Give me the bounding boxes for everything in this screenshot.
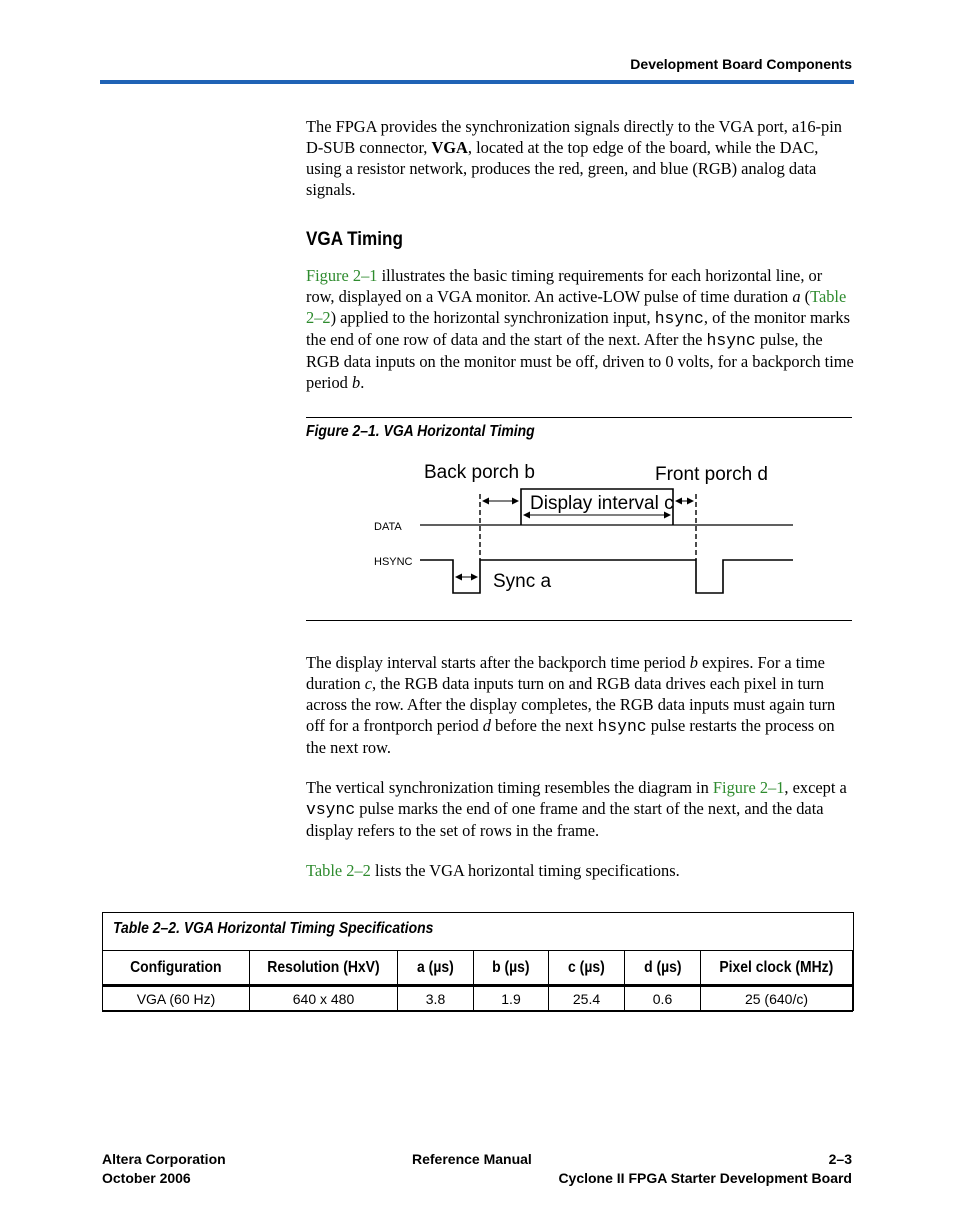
footer-right [558, 1150, 852, 1188]
vertical-sync-paragraph: The vertical synchronization timing resembles the diagram in Figure 2–1, except a vsync pulse marks the end of one frame and the start of the next, and the data display refers to the set of rows in the frame. [306, 778, 847, 840]
table-cell: 640 x 480 [250, 986, 398, 1012]
column-header: Configuration [103, 951, 250, 986]
figure-link[interactable]: Figure 2–1 [306, 266, 378, 285]
footer-page-number: 2–3 [828, 1151, 852, 1167]
table-link[interactable]: Table 2–2 [306, 287, 847, 327]
data-signal-label: DATA [374, 521, 402, 533]
timing-spec-table [102, 950, 853, 1012]
table-intro-paragraph: Table 2–2 lists the VGA horizontal timing specifications. [306, 861, 680, 880]
intro-paragraph: The FPGA provides the synchronization signals directly to the VGA port, a16-pin D-SUB connector, VGA, located at the top edge of the board, while the DAC, using a resistor network, produces the red, green, and blue (RGB) analog data signals. [306, 117, 842, 199]
figure-link[interactable]: Figure 2–1 [712, 778, 785, 797]
table-cell: 25.4 [549, 986, 625, 1012]
table-header-row [103, 951, 853, 986]
column-header: a (µs) [398, 951, 474, 986]
table-link[interactable]: Table 2–2 [306, 861, 371, 880]
table-row [103, 986, 853, 1012]
figure-top-rule [306, 417, 852, 418]
table-cell: 25 (640/c) [701, 986, 853, 1012]
table-cell: 1.9 [474, 986, 549, 1012]
column-header: Pixel clock (MHz) [701, 951, 853, 986]
sync-label: Sync a [493, 571, 552, 592]
column-header: Resolution (HxV) [250, 951, 398, 986]
table-cell: VGA (60 Hz) [103, 986, 250, 1012]
footer-company: Altera Corporation [102, 1151, 226, 1167]
footer-date: October 2006 [102, 1170, 191, 1186]
running-header-title: Development Board Components [630, 56, 852, 72]
timing-paragraph: Figure 2–1 illustrates the basic timing requirements for each horizontal line, or row, displayed on a VGA monitor. An active-LOW pulse of time duration a (Table 2–2) applied to the horizontal synchronization input, hsync, of the monitor marks the end of one row of data and the start of the next. After the hsync pulse, the RGB data inputs on the monitor must be off, driven to 0 volts, for a backporch time period b. [306, 266, 854, 392]
header-rule [100, 80, 854, 84]
table-cell: 3.8 [398, 986, 474, 1012]
vga-timing-diagram [370, 452, 800, 612]
section-heading: VGA Timing [306, 229, 403, 250]
display-interval-paragraph: The display interval starts after the backporch time period b expires. For a time duration c, the RGB data inputs turn on and RGB data drives each pixel in turn across the row. After the display completes, the RGB data inputs must again turn off for a frontporch period d before the next hsync pulse restarts the process on the next row. [306, 653, 836, 757]
column-header: d (µs) [625, 951, 701, 986]
figure-caption: Figure 2–1. VGA Horizontal Timing [306, 423, 535, 440]
vga-connector-name: VGA [431, 138, 468, 157]
footer-doc-type: Reference Manual [412, 1151, 532, 1167]
table-cell: 0.6 [625, 986, 701, 1012]
hsync-signal-label: HSYNC [374, 556, 413, 568]
front-porch-label: Front porch d [655, 464, 768, 485]
display-interval-label: Display interval c [530, 493, 674, 514]
figure-bottom-rule [306, 620, 852, 621]
footer-doc-title: Cyclone II FPGA Starter Development Board [558, 1170, 852, 1186]
column-header: c (µs) [549, 951, 625, 986]
column-header: b (µs) [474, 951, 549, 986]
footer-left [102, 1150, 226, 1188]
back-porch-label: Back porch b [424, 462, 535, 483]
table-caption: Table 2–2. VGA Horizontal Timing Specifications [113, 920, 434, 937]
